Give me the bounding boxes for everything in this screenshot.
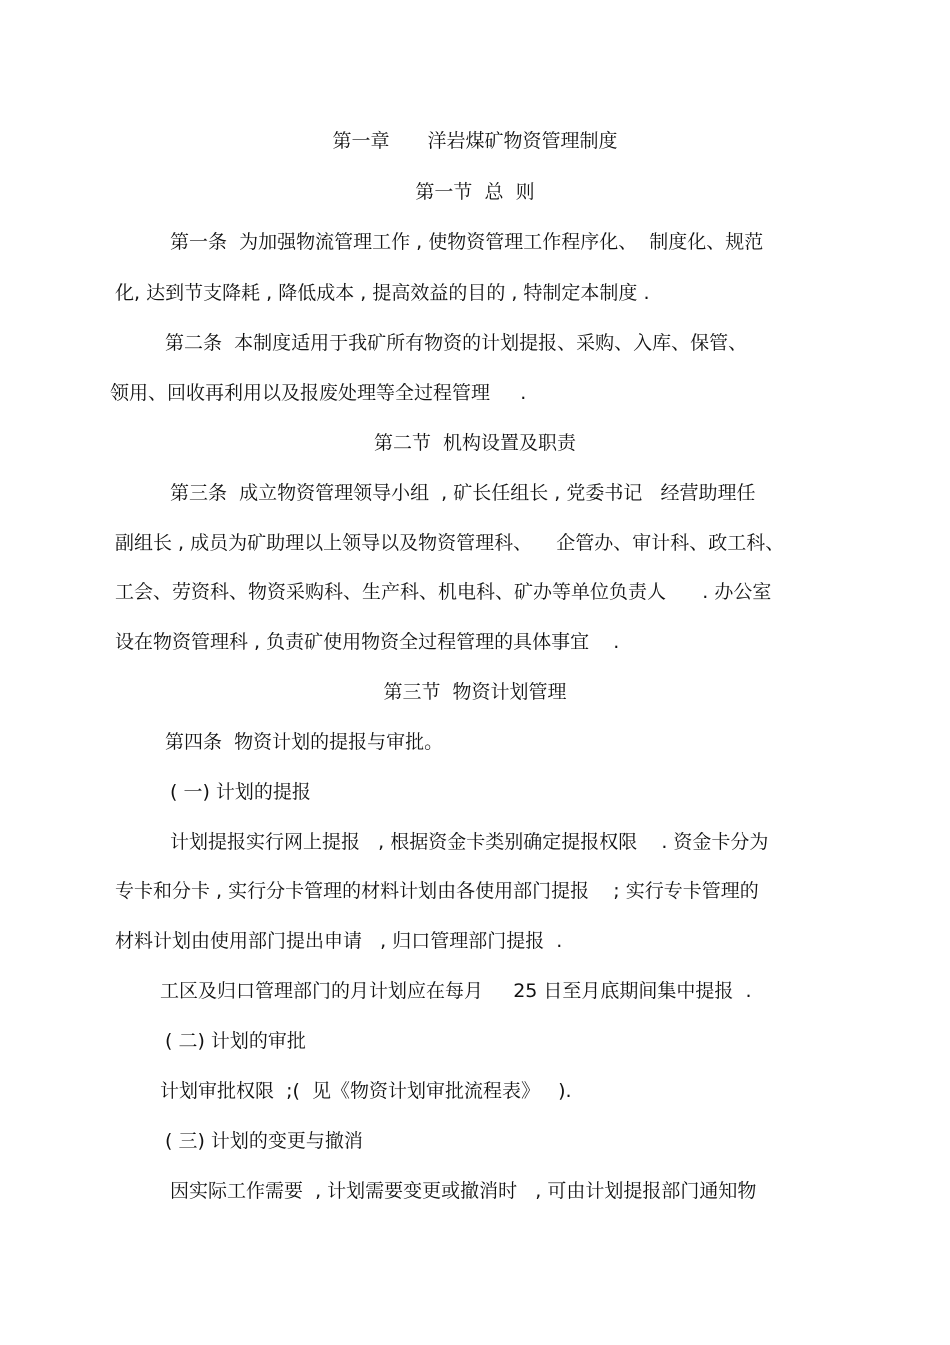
paragraph-line: 第四条 物资计划的提报与审批。 (165, 731, 444, 753)
paragraph-line: 副组长 , 成员为矿助理以上领导以及物资管理科、 企管办、审计科、政工科、 (115, 532, 785, 554)
paragraph-line: 计划审批权限 ;( 见《物资计划审批流程表》 ). (160, 1080, 572, 1102)
paragraph-line: ( 三) 计划的变更与撤消 (165, 1130, 363, 1152)
chapter-title: 第一章 洋岩煤矿物资管理制度 (332, 130, 618, 152)
paragraph-line: ( 二) 计划的审批 (165, 1030, 306, 1052)
section-heading-2: 第二节 机构设置及职责 (373, 432, 577, 454)
paragraph-line: 第三条 成立物资管理领导小组 , 矿长任组长 , 党委书记 经营助理任 (170, 482, 756, 504)
paragraph-line: 设在物资管理科 , 负责矿使用物资全过程管理的具体事宜 . (115, 631, 620, 653)
paragraph-line: 工会、劳资科、物资采购科、生产科、机电科、矿办等单位负责人 . 办公室 (115, 581, 772, 603)
paragraph-line: 第二条 本制度适用于我矿所有物资的计划提报、采购、入库、保管、 (165, 332, 748, 354)
paragraph-line: 材料计划由使用部门提出申请 , 归口管理部门提报 . (115, 930, 563, 952)
paragraph-line: 专卡和分卡 , 实行分卡管理的材料计划由各使用部门提报 ; 实行专卡管理的 (115, 880, 759, 902)
section-heading-1: 第一节 总 则 (415, 181, 535, 203)
paragraph-line: ( 一) 计划的提报 (170, 781, 311, 803)
paragraph-line: 第一条 为加强物流管理工作 , 使物资管理工作程序化、 制度化、规范 (170, 231, 764, 253)
paragraph-line: 化, 达到节支降耗 , 降低成本 , 提高效益的目的 , 特制定本制度 . (115, 282, 650, 304)
paragraph-line: 因实际工作需要 , 计划需要变更或撤消时 , 可由计划提报部门通知物 (170, 1180, 757, 1202)
paragraph-line: 工区及归口管理部门的月计划应在每月 25 日至月底期间集中提报 . (160, 980, 752, 1002)
section-heading-3: 第三节 物资计划管理 (383, 681, 567, 703)
paragraph-line: 领用、回收再利用以及报废处理等全过程管理 . (110, 382, 527, 404)
paragraph-line: 计划提报实行网上提报 , 根据资金卡类别确定提报权限 . 资金卡分为 (170, 831, 769, 853)
